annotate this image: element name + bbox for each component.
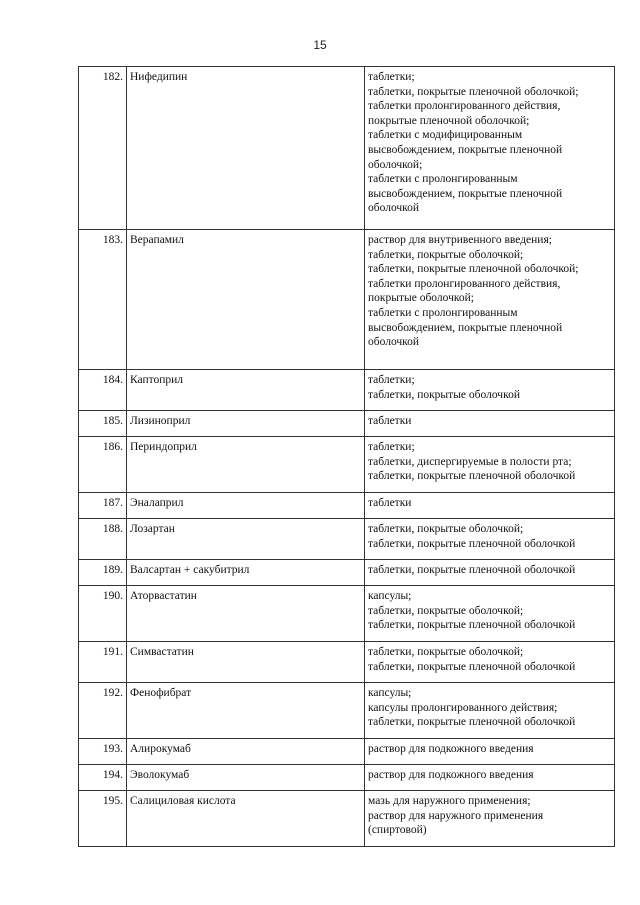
- dosage-form: таблетки; таблетки, диспергируемые в полости рта; таблетки, покрытые пленочной оболочкой: [365, 437, 615, 493]
- row-number: 194.: [79, 765, 127, 791]
- dosage-form: таблетки; таблетки, покрытые оболочкой: [365, 370, 615, 411]
- row-number: 183.: [79, 230, 127, 370]
- drug-name: Верапамил: [127, 230, 365, 370]
- dosage-form: раствор для внутривенного введения; таблетки, покрытые оболочкой; таблетки, покрытые пленочной оболочкой; таблетки пролонгированного действия, покрытые оболочкой; таблетки с пролонгированным высвобождением, покрытые пленочной оболочкой: [365, 230, 615, 370]
- row-number: 184.: [79, 370, 127, 411]
- table-row: [79, 642, 615, 683]
- table-row: [79, 739, 615, 765]
- drug-name: Лизиноприл: [127, 411, 365, 437]
- drug-name: Салициловая кислота: [127, 791, 365, 847]
- row-number: 190.: [79, 586, 127, 642]
- dosage-form: таблетки: [365, 493, 615, 519]
- drug-name: Фенофибрат: [127, 683, 365, 739]
- table-row: [79, 230, 615, 370]
- row-number: 185.: [79, 411, 127, 437]
- dosage-form: мазь для наружного применения; раствор для наружного применения (спиртовой): [365, 791, 615, 847]
- drug-name: Эволокумаб: [127, 765, 365, 791]
- dosage-form: таблетки: [365, 411, 615, 437]
- table-row: [79, 519, 615, 560]
- table-row: [79, 67, 615, 230]
- page-number: 15: [313, 38, 327, 52]
- medication-table: [78, 66, 615, 847]
- drug-name: Эналаприл: [127, 493, 365, 519]
- table-row: [79, 370, 615, 411]
- row-number: 192.: [79, 683, 127, 739]
- drug-name: Каптоприл: [127, 370, 365, 411]
- dosage-form: таблетки, покрытые оболочкой; таблетки, покрытые пленочной оболочкой: [365, 519, 615, 560]
- dosage-form: капсулы; капсулы пролонгированного действия; таблетки, покрытые пленочной оболочкой: [365, 683, 615, 739]
- table-row: [79, 560, 615, 586]
- row-number: 195.: [79, 791, 127, 847]
- drug-name: Симвастатин: [127, 642, 365, 683]
- dosage-form: раствор для подкожного введения: [365, 765, 615, 791]
- table-row: [79, 683, 615, 739]
- drug-name: Алирокумаб: [127, 739, 365, 765]
- drug-name: Периндоприл: [127, 437, 365, 493]
- drug-name: Нифедипин: [127, 67, 365, 230]
- row-number: 189.: [79, 560, 127, 586]
- table-row: [79, 586, 615, 642]
- row-number: 182.: [79, 67, 127, 230]
- table-row: [79, 493, 615, 519]
- dosage-form: таблетки, покрытые пленочной оболочкой: [365, 560, 615, 586]
- row-number: 188.: [79, 519, 127, 560]
- row-number: 191.: [79, 642, 127, 683]
- drug-name: Аторвастатин: [127, 586, 365, 642]
- row-number: 187.: [79, 493, 127, 519]
- table-row: [79, 765, 615, 791]
- drug-name: Валсартан + сакубитрил: [127, 560, 365, 586]
- drug-name: Лозартан: [127, 519, 365, 560]
- row-number: 193.: [79, 739, 127, 765]
- table-row: [79, 791, 615, 847]
- dosage-form: капсулы; таблетки, покрытые оболочкой; таблетки, покрытые пленочной оболочкой: [365, 586, 615, 642]
- dosage-form: таблетки; таблетки, покрытые пленочной оболочкой; таблетки пролонгированного действия, покрытые пленочной оболочкой; таблетки с модифицированным высвобождением, покрытые пленочной оболочкой; таблетки с пролонгированным высвобождением, покрытые пленочной оболочкой: [365, 67, 615, 230]
- table-row: [79, 437, 615, 493]
- row-number: 186.: [79, 437, 127, 493]
- dosage-form: раствор для подкожного введения: [365, 739, 615, 765]
- dosage-form: таблетки, покрытые оболочкой; таблетки, покрытые пленочной оболочкой: [365, 642, 615, 683]
- table-row: [79, 411, 615, 437]
